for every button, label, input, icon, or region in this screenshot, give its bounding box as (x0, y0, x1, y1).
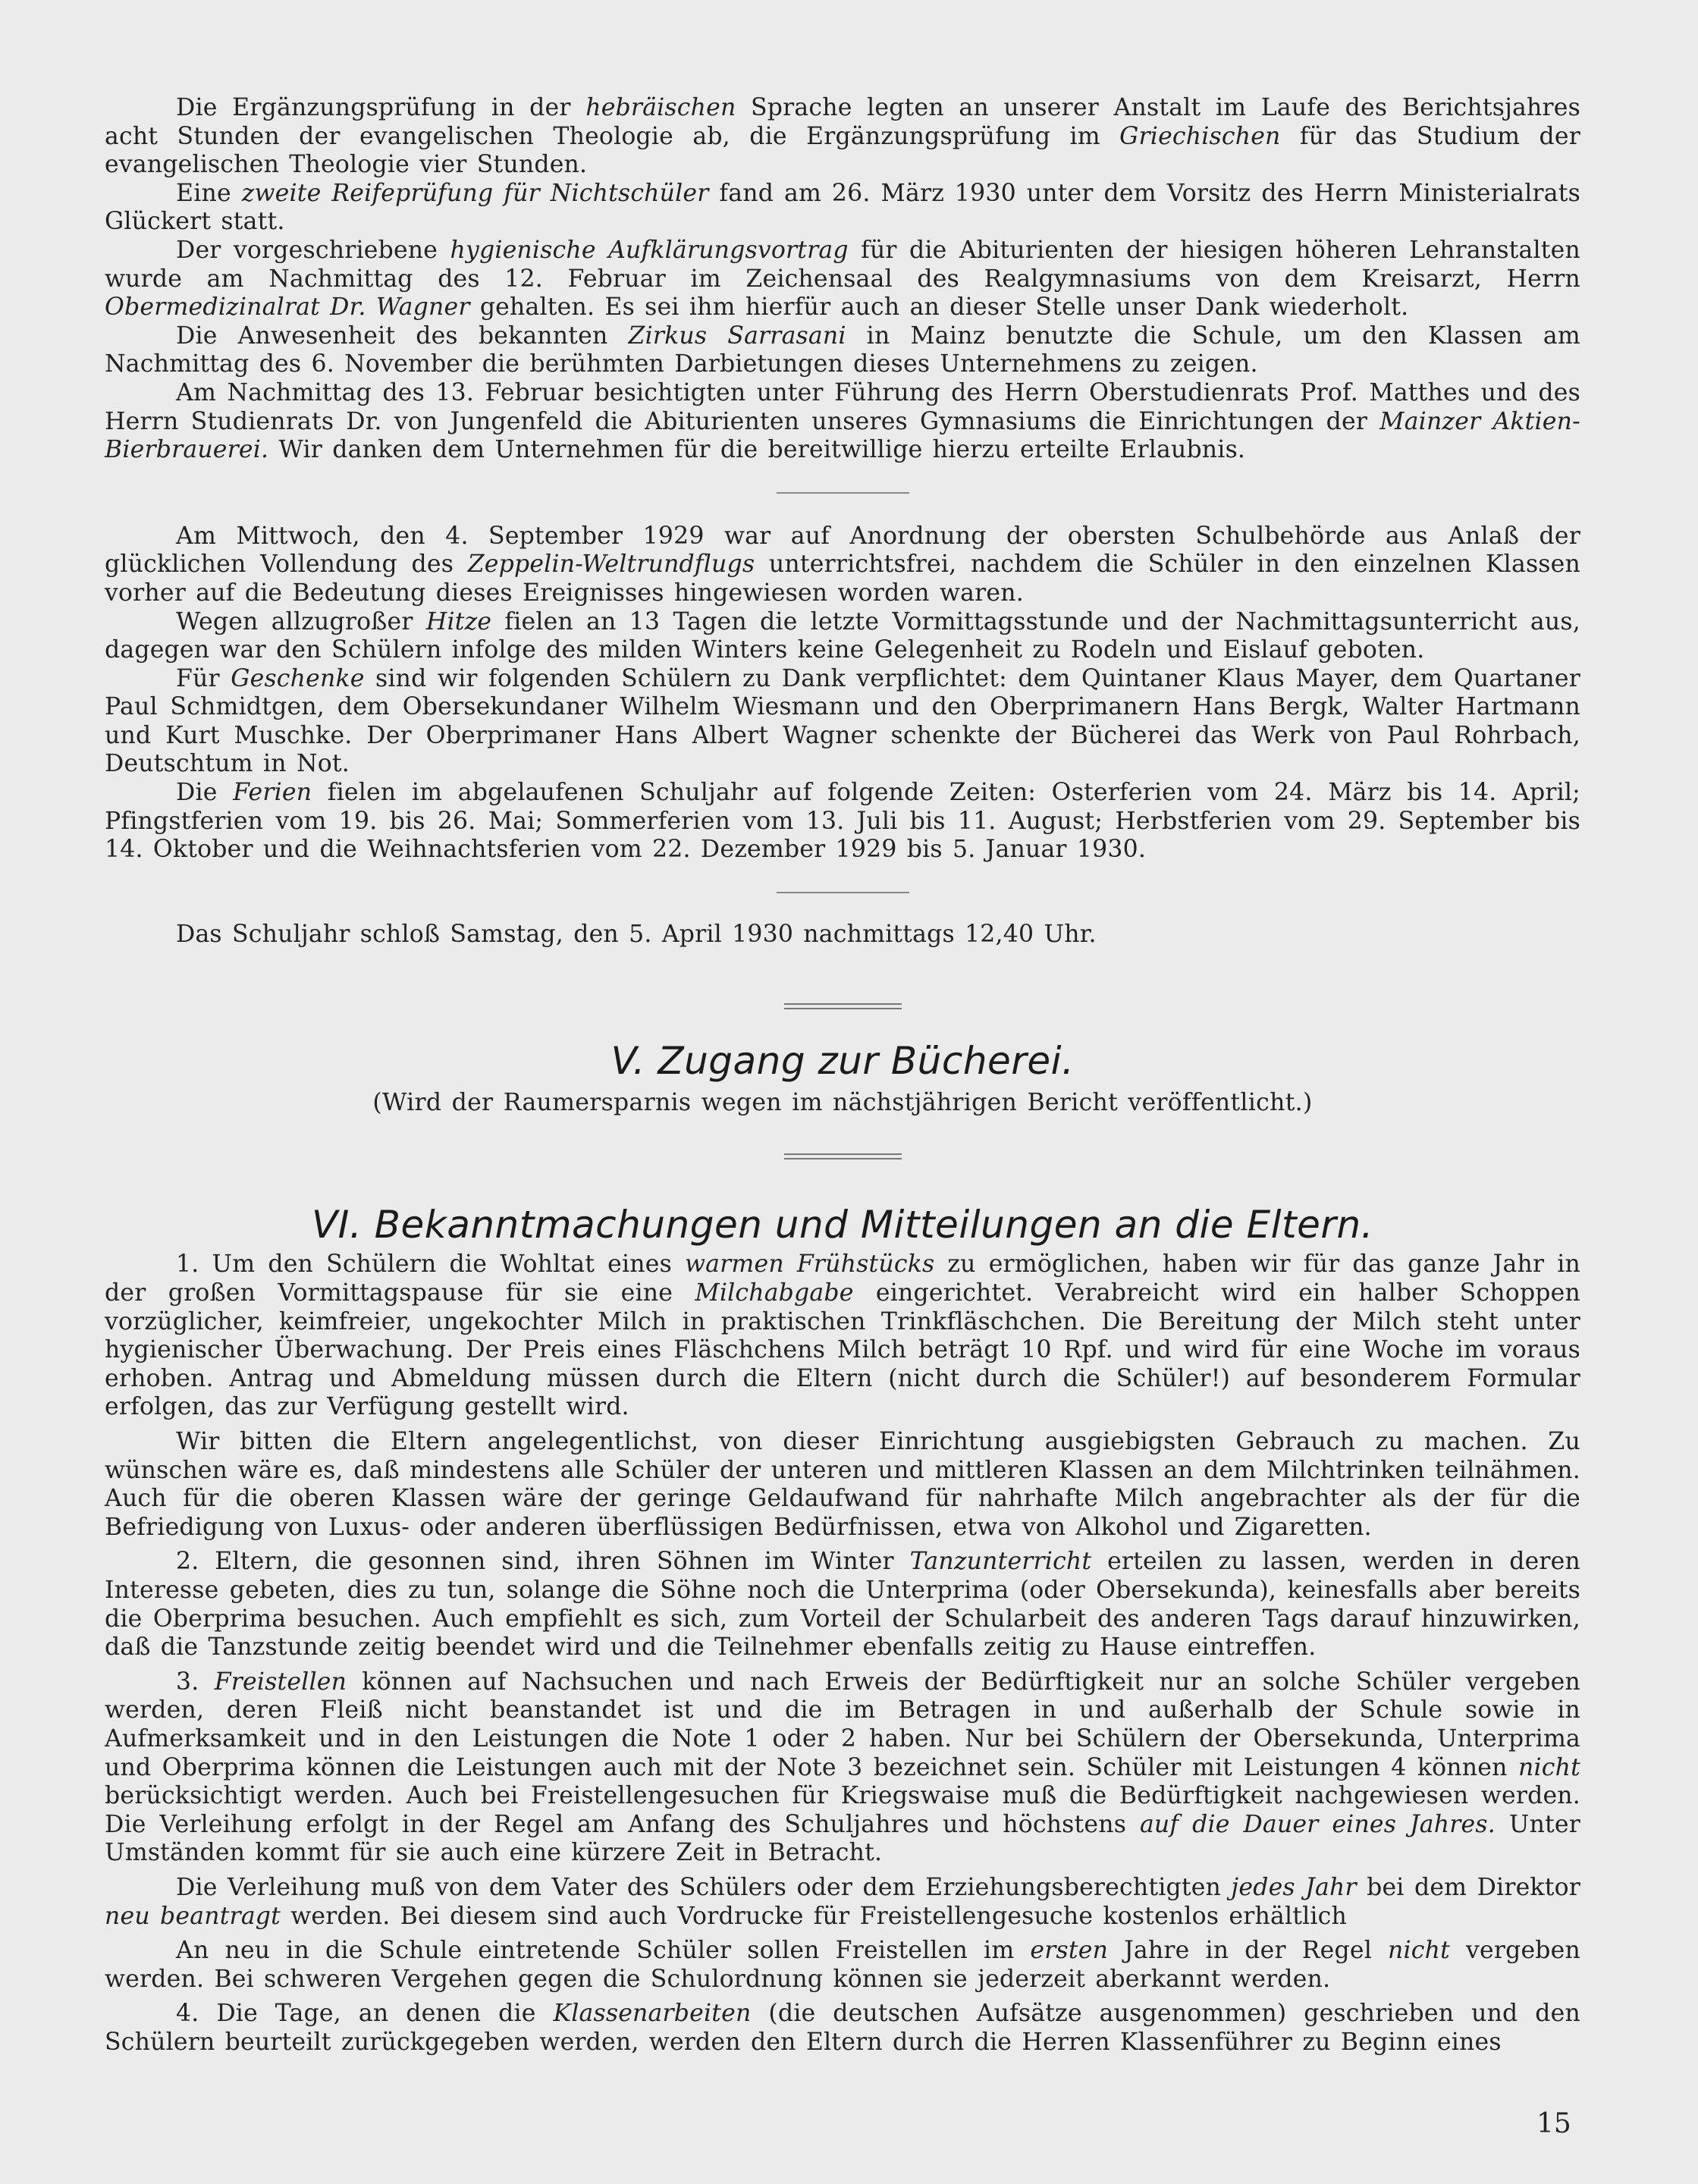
page-body (105, 94, 1580, 2057)
paragraph-hygiene-lecture: Der vorgeschriebene hygienische Aufklärungsvortrag für die Abiturienten der hiesigen höheren Lehranstalten wurde am Nachmittag des 12. Februar im Zeichensaal des Realgymnasiums von dem Kreisarzt, Herrn Obermedizinalrat Dr. Wagner gehalten. Es sei ihm hierfür auch an dieser Stelle unser Dank wiederholt. (105, 236, 1580, 322)
paragraph-gifts: Für Geschenke sind wir folgenden Schülern zu Dank verpflichtet: dem Quintaner Klaus Mayer, dem Quartaner Paul Schmidtgen, dem Obersekundaner Wilhelm Wiesmann und den Oberprimanern Hans Bergk, Walter Hartmann und Kurt Muschke. Der Oberprimaner Hans Albert Wagner schenkte der Bücherei das Werk von Paul Rohrbach, Deutschtum in Not. (105, 664, 1581, 778)
paragraph-holidays: Die Ferien fielen im abgelaufenen Schuljahr auf folgende Zeiten: Osterferien vom 24. März bis 14. April; Pfingstferien vom 19. bis 26. Mai; Sommerferien vom 13. Juli bis 11. August; Herbstferien vom 29. September bis 14. Oktober und die Weihnachtsferien vom 22. Dezember 1929 bis 5. Januar 1930. (105, 779, 1580, 864)
section-v-note: (Wird der Raumersparnis wegen im nächstjährigen Bericht veröffentlicht.) (372, 1089, 1313, 1117)
paragraph-dance-lessons: 2. Eltern, die gesonnen sind, ihren Söhnen im Winter Tanzunterricht erteilen zu lassen, werden in deren Interesse gebeten, dies zu tun, solange die Söhne noch die Unterprima (oder Obersekunda), keinesfalls aber bereits die Oberprima besuchen. Auch empfiehlt es sich, zum Vorteil der Schularbeit des anderen Tags darauf hinzuwirken, daß die Tanzstunde zeitig beendet wird und die Teilnehmer ebenfalls zeitig zu Hause eintreffen. (105, 1548, 1581, 1662)
double-divider-rule (784, 1003, 902, 1009)
paragraph-new-students: An neu in die Schule eintretende Schüler sollen Freistellen im ersten Jahre in der Regel nicht vergeben werden. Bei schweren Vergehen gegen die Schulordnung können sie jederzeit aberkannt werden. (105, 1937, 1580, 1993)
paragraph-brewery-visit: Am Nachmittag des 13. Februar besichtigten unter Führung des Herrn Oberstudienrats Prof. Matthes und des Herrn Studienrats Dr. von Jungenfeld die Abiturienten unseres Gymnasiums die Einrichtungen der Mainzer Aktien-Bierbrauerei. Wir danken dem Unternehmen für die bereitwillige hierzu erteilte Erlaubnis. (105, 378, 1580, 464)
paragraph-circus: Die Anwesenheit des bekannten Zirkus Sarrasani in Mainz benutzte die Schule, um den Klassen am Nachmittag des 6. November die berühmten Darbietungen dieses Unternehmens zu zeigen. (105, 322, 1580, 378)
paragraph-milk-appeal: Wir bitten die Eltern angelegentlichst, von dieser Einrichtung ausgiebigsten Gebrauch zu machen. Zu wünschen wäre es, daß mindestens alle Schüler der unteren und mittleren Klassen an dem Milchtrinken teilnähmen. Auch für die oberen Klassen wäre der geringe Geldaufwand für nahrhafte Milch angebrachter als der für die Befriedigung von Luxus- oder anderen überflüssigen Bedürfnissen, etwa von Alkohol und Zigaretten. (105, 1428, 1580, 1541)
paragraph-zeppelin: Am Mittwoch, den 4. September 1929 war auf Anordnung der obersten Schulbehörde aus Anlaß der glücklichen Vollendung des Zeppelin-Weltrundflugs unterrichtsfrei, nachdem die Schüler in den einzelnen Klassen vorher auf die Bedeutung dieses Ereignisses hingewiesen worden waren. (105, 522, 1580, 607)
double-divider-rule (784, 1153, 902, 1159)
section-vi-body (105, 1250, 1580, 2057)
paragraph-hebrew-exam: Die Ergänzungsprüfung in der hebräischen Sprache legten an unserer Anstalt im Laufe des Berichtsjahres acht Stunden der evangelischen Theologie ab, die Ergänzungsprüfung im Griechischen für das Studium der evangelischen Theologie vier Stunden. (105, 94, 1580, 179)
paragraph-free-places-application: Die Verleihung muß von dem Vater des Schülers oder dem Erziehungsberechtigten jedes Jahr bei dem Direktor neu beantragt werden. Bei diesem sind auch Vordrucke für Freistellengesuche kostenlos erhältlich (105, 1873, 1580, 1930)
misc-section (105, 522, 1580, 864)
paragraph-second-exam: Eine zweite Reifeprüfung für Nichtschüler fand am 26. März 1930 unter dem Vorsitz des Herrn Ministerialrats Glückert statt. (105, 179, 1581, 236)
section-vi-heading: VI. Bekanntmachungen und Mitteilungen an die Eltern. (311, 1203, 1374, 1247)
page-number: 15 (1536, 2108, 1571, 2139)
events-section (105, 94, 1580, 465)
paragraph-free-places: 3. Freistellen können auf Nachsuchen und nach Erweis der Bedürftigkeit nur an solche Schüler vergeben werden, deren Fleiß nicht beanstandet ist und die im Betragen in und außerhalb der Schule sowie in Aufmerksamkeit und in den Leistungen die Note 1 oder 2 haben. Nur bei Schülern der Obersekunda, Unterprima und Oberprima können die Leistungen auch mit der Note 3 bezeichnet sein. Schüler mit Leistungen 4 können nicht berücksichtigt werden. Auch bei Freistellengesuchen für Kriegswaise muß die Bedürftigkeit nachgewiesen werden. Die Verleihung erfolgt in der Regel am Anfang des Schuljahres und höchstens auf die Dauer eines Jahres. Unter Umständen kommt für sie auch eine kürzere Zeit in Betracht. (105, 1668, 1581, 1867)
paragraph-school-year-end: Das Schuljahr schloß Samstag, den 5. April 1930 nachmittags 12,40 Uhr. (176, 920, 1097, 948)
paragraph-class-tests: 4. Die Tage, an denen die Klassenarbeiten (die deutschen Aufsätze ausgenommen) geschrieben und den Schülern beurteilt zurückgegeben werden, werden den Eltern durch die Herren Klassenführer zu Beginn eines (105, 2000, 1581, 2056)
section-v-heading: V. Zugang zur Bücherei. (610, 1039, 1075, 1084)
paragraph-milk: 1. Um den Schülern die Wohltat eines warmen Frühstücks zu ermöglichen, haben wir für das ganze Jahr in der großen Vormittagspause für sie eine Milchabgabe eingerichtet. Verabreicht wird ein halber Schoppen vorzüglicher, keimfreier, ungekochter Milch in praktischen Trinkfläschchen. Die Bereitung der Milch steht unter hygienischer Überwachung. Der Preis eines Fläschchens Milch beträgt 10 Rpf. und wird für eine Woche im voraus erhoben. Antrag und Abmeldung müssen durch die Eltern (nicht durch die Schüler!) auf besonderem Formular erfolgen, das zur Verfügung gestellt wird. (105, 1250, 1581, 1421)
paragraph-heat: Wegen allzugroßer Hitze fielen an 13 Tagen die letzte Vormittagsstunde und der Nachmittagsunterricht aus, dagegen war den Schülern infolge des milden Winters keine Gelegenheit zu Rodeln und Eislauf geboten. (105, 607, 1580, 664)
